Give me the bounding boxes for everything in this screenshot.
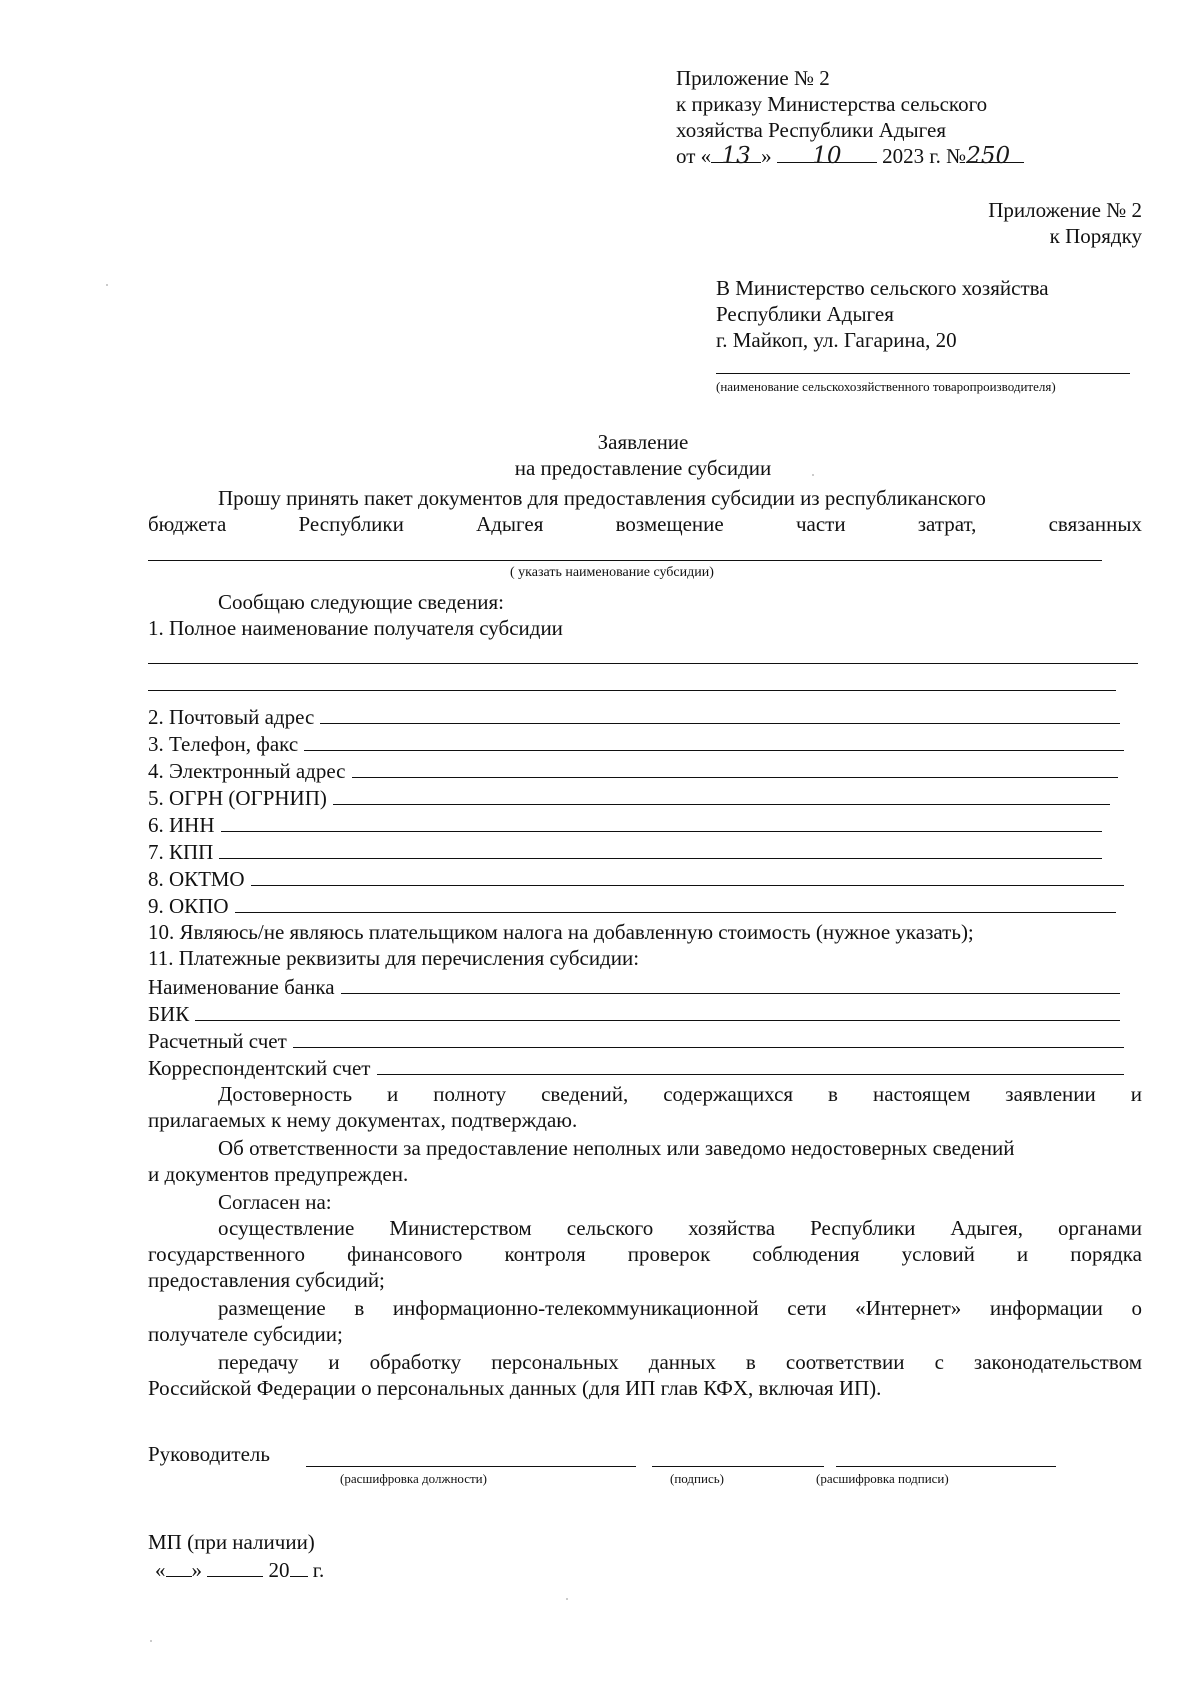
declaration-accuracy-line1: Достоверность и полноту сведений, содержащихся в настоящем заявлении и	[218, 1082, 1142, 1106]
intro-word: бюджета	[148, 512, 227, 536]
order-date-month-blank	[777, 143, 877, 169]
procedure-appendix-line2: к Порядку	[1049, 224, 1142, 248]
order-date-mid: »	[761, 144, 772, 168]
order-date-day-blank	[711, 143, 761, 169]
subsidy-name-caption: ( указать наименование субсидии)	[510, 565, 714, 580]
field-line[interactable]	[377, 1055, 1125, 1075]
field-phone-fax[interactable]	[148, 731, 1124, 756]
declaration-personal-data-line1: передачу и обработку персональных данных в соответствии с законодательством	[218, 1350, 1142, 1374]
declaration-internet-line1: размещение в информационно-телекоммуникационной сети «Интернет» информации о	[218, 1296, 1142, 1320]
field-line[interactable]	[352, 758, 1119, 778]
declaration-accuracy-line2: прилагаемых к нему документах, подтверждаю.	[148, 1108, 578, 1132]
field-label: 6. ИНН	[148, 813, 215, 837]
field-label: 7. КПП	[148, 840, 214, 864]
field-label: Расчетный счет	[148, 1029, 287, 1053]
field-inn[interactable]	[148, 812, 1102, 837]
scan-speck	[150, 1640, 152, 1642]
signature-name-caption: (расшифровка подписи)	[816, 1471, 949, 1486]
field-ogrn[interactable]	[148, 785, 1110, 810]
field-line[interactable]	[221, 812, 1103, 832]
sign-date-year-suffix: г.	[312, 1558, 325, 1582]
declaration-responsibility-line2: и документов предупрежден.	[148, 1162, 409, 1186]
order-number-blank	[966, 143, 1024, 169]
declaration-internet-line2: получателе субсидии;	[148, 1322, 343, 1346]
producer-name-line	[716, 373, 1130, 374]
field-correspondent-account[interactable]	[148, 1055, 1124, 1080]
item-payment-details: 11. Платежные реквизиты для перечисления субсидии:	[148, 946, 640, 970]
declaration-control-line1: осуществление Министерством сельского хозяйства Республики Адыгея, органами	[218, 1216, 1142, 1240]
scan-speck	[106, 284, 108, 286]
document-subtitle: на предоставление субсидии	[514, 456, 772, 480]
field-full-name-line2	[148, 690, 1116, 691]
order-date-day: 13	[721, 143, 751, 169]
sign-date-year-blank[interactable]	[290, 1558, 308, 1577]
field-full-name-label: 1. Полное наименование получателя субсидии	[148, 616, 563, 640]
field-settlement-account[interactable]	[148, 1028, 1124, 1053]
field-line[interactable]	[195, 1001, 1120, 1021]
field-line[interactable]	[333, 785, 1110, 805]
order-date-month: 10	[812, 143, 842, 169]
field-line[interactable]	[235, 893, 1116, 913]
sign-date-close: »	[191, 1558, 202, 1582]
field-label: 8. ОКТМО	[148, 867, 245, 891]
field-line[interactable]	[320, 704, 1120, 724]
field-line[interactable]	[251, 866, 1124, 886]
scan-speck	[812, 474, 814, 476]
producer-name-caption: (наименование сельскохозяйственного товаропроизводителя)	[716, 379, 1056, 394]
field-label: Корреспондентский счет	[148, 1056, 371, 1080]
field-label: 5. ОГРН (ОГРНИП)	[148, 786, 327, 810]
signature-sign-caption: (подпись)	[670, 1471, 724, 1486]
intro-word: связанных	[1048, 512, 1142, 536]
addressee-line1: В Министерство сельского хозяйства	[716, 276, 1049, 300]
order-appendix-line2: к приказу Министерства сельского	[676, 92, 988, 116]
field-kpp[interactable]	[148, 839, 1102, 864]
field-label: 9. ОКПО	[148, 894, 229, 918]
item-vat: 10. Являюсь/не являюсь плательщиком налога на добавленную стоимость (нужное указать);	[148, 920, 974, 944]
intro-word: Адыгея	[476, 512, 544, 536]
field-oktmo[interactable]	[148, 866, 1124, 891]
field-line[interactable]	[304, 731, 1124, 751]
stamp-label: МП (при наличии)	[148, 1530, 315, 1554]
declaration-personal-data-line2: Российской Федерации о персональных данных (для ИП глав КФХ, включая ИП).	[148, 1376, 882, 1400]
field-label: 2. Почтовый адрес	[148, 705, 315, 729]
intro-word: части	[795, 512, 846, 536]
declaration-agree: Согласен на:	[218, 1190, 332, 1214]
field-full-name-line1	[148, 663, 1138, 664]
order-date-year: 2023 г. №	[882, 144, 967, 168]
info-lead: Сообщаю следующие сведения:	[218, 590, 504, 614]
signature-label: Руководитель	[148, 1442, 270, 1466]
intro-word: Республики	[298, 512, 404, 536]
intro-line2	[148, 512, 1142, 536]
signature-position-line[interactable]	[306, 1466, 636, 1467]
sign-date-day-blank[interactable]	[166, 1558, 192, 1577]
procedure-appendix-line1: Приложение № 2	[988, 198, 1142, 222]
signature-sign-line[interactable]	[652, 1466, 824, 1467]
order-number: 250	[966, 143, 1011, 169]
scan-speck	[566, 1598, 568, 1600]
subsidy-name-line	[148, 560, 1102, 561]
field-email[interactable]	[148, 758, 1118, 783]
order-appendix-line1: Приложение № 2	[676, 66, 830, 90]
field-line[interactable]	[293, 1028, 1124, 1048]
field-okpo[interactable]	[148, 893, 1116, 918]
declaration-control-line2: государственного финансового контроля проверок соблюдения условий и порядка	[148, 1242, 1142, 1266]
order-appendix-line3: хозяйства Республики Адыгея	[676, 118, 946, 142]
order-date-line	[676, 144, 1024, 168]
field-bik[interactable]	[148, 1001, 1120, 1026]
addressee-line2: Республики Адыгея	[716, 302, 894, 326]
intro-word: затрат,	[917, 512, 977, 536]
addressee-line3: г. Майкоп, ул. Гагарина, 20	[716, 328, 957, 352]
sign-date	[155, 1558, 324, 1582]
intro-line1: Прошу принять пакет документов для предоставления субсидии из республиканского	[218, 486, 986, 510]
sign-date-year: 20	[268, 1558, 290, 1582]
signature-position-caption: (расшифровка должности)	[340, 1471, 487, 1486]
field-label: Наименование банка	[148, 975, 335, 999]
field-label: 3. Телефон, факс	[148, 732, 299, 756]
intro-word: возмещение	[615, 512, 724, 536]
field-postal-address[interactable]	[148, 704, 1120, 729]
sign-date-open: «	[155, 1558, 166, 1582]
field-label: БИК	[148, 1002, 190, 1026]
document-title: Заявление	[597, 430, 689, 454]
signature-name-line[interactable]	[836, 1466, 1056, 1467]
field-line[interactable]	[341, 974, 1120, 994]
field-bank-name[interactable]	[148, 974, 1120, 999]
declaration-responsibility-line1: Об ответственности за предоставление неполных или заведомо недостоверных сведений	[218, 1136, 1015, 1160]
declaration-control-line3: предоставления субсидий;	[148, 1268, 385, 1292]
field-label: 4. Электронный адрес	[148, 759, 346, 783]
field-line[interactable]	[219, 839, 1102, 859]
order-date-prefix: от «	[676, 144, 712, 168]
sign-date-month-blank[interactable]	[207, 1558, 263, 1577]
